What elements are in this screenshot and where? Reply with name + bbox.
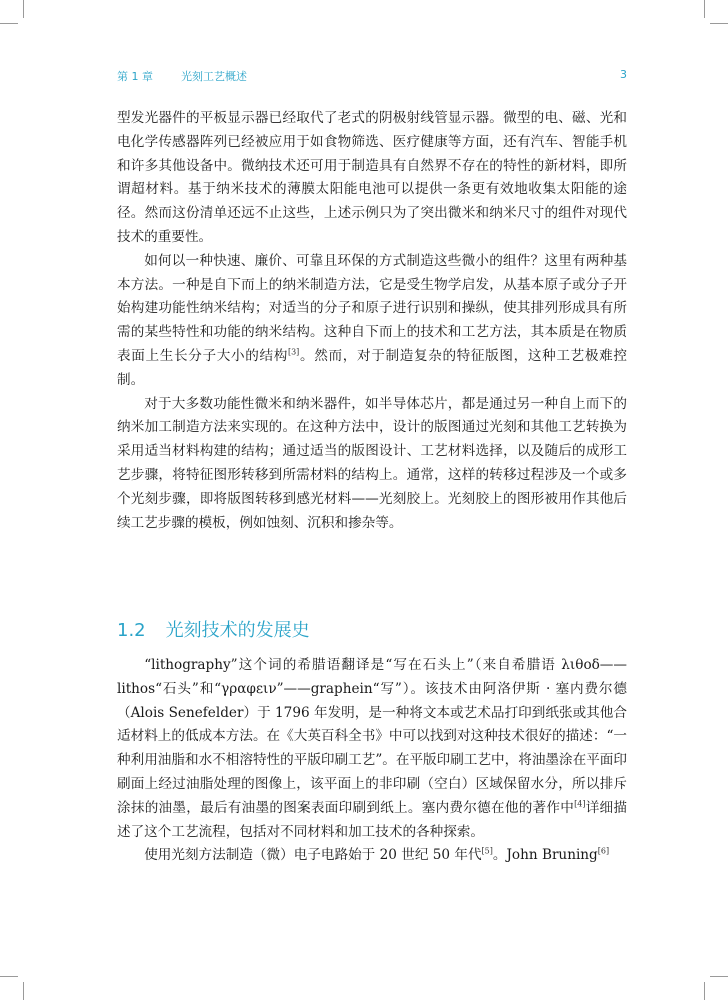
chapter-title: 光刻工艺概述 (181, 70, 247, 83)
paragraph-text: 使用光刻方法制造（微）电子电路始于 20 世纪 50 年代 (144, 847, 482, 864)
citation: [4] (574, 799, 586, 809)
crop-mark (0, 976, 18, 977)
running-header (117, 68, 627, 84)
paragraph (117, 844, 627, 868)
citation: [6] (597, 846, 610, 856)
section-title: 光刻技术的发展史 (165, 620, 310, 641)
paragraph-text: 。John Bruning (492, 847, 598, 864)
paragraph (117, 250, 627, 393)
body-text-top (117, 107, 627, 535)
chapter-label: 第 1 章 (117, 70, 153, 83)
paragraph-text: 如何以一种快速、廉价、可靠且环保的方式制造这些微小的组件？这里有两种基本方法。一种是自下而上的纳米制造方法，它是受生物学启发，从基本原子或分子开始构建功能性纳米结构；对适当的分子和原子进行识别和操纵，使其排列形成具有所需的某些特性和功能的纳米结构。这种自下而上的技术和工艺方法，其本质是在物质表面上生长分子大小的结构 (117, 252, 627, 364)
paragraph (117, 654, 627, 844)
paragraph-text: 详细描述了这个工艺流程，包括对不同材料和加工技术的各种探索。 (117, 799, 628, 840)
paragraph-text: 。然而，对于制造复杂的特征版图，这种工艺极难控制。 (117, 347, 627, 388)
crop-mark (710, 976, 728, 977)
crop-mark (23, 0, 24, 18)
paragraph-text: 对于大多数功能性微米和纳米器件，如半导体芯片，都是通过另一种自上而下的纳米加工制造方法来实现的。在这种方法中，设计的版图通过光刻和其他工艺转换为采用适当材料构建的结构；通过适当的版图设计、工艺材料选择，以及随后的成形工艺步骤，将特征图形转移到所需材料的结构上。通常，这样的转移过程涉及一个或多个光刻步骤，即将版图转移到感光材料——光刻胶上。光刻胶上的图形被用作其他后续工艺步骤的模板，例如蚀刻、沉积和掺杂等。 (117, 395, 627, 531)
paragraph (117, 393, 627, 536)
citation: [5] (481, 846, 493, 856)
page-number: 3 (620, 68, 627, 81)
crop-mark (704, 0, 705, 18)
paragraph (117, 107, 627, 250)
crop-mark (710, 23, 728, 24)
body-text-bottom (117, 654, 627, 868)
crop-mark (0, 23, 18, 24)
section-number: 1.2 (117, 620, 146, 641)
paragraph-text: “lithography”这个词的希腊语翻译是“写在石头上”（来自希腊语 λιθοδ——lithos“石头”和“γραφειν”——graphein“写”）。该技术由阿洛伊斯 · 塞内费尔德（Alois Senefelder）于 1796 年发明，是一种将文本或艺术品打印到纸张或其他合适材料上的低成本方法。在《大英百科全书》中可以找到对这种技术很好的描述：“一种利用油脂和水不相溶特性的平版印刷工艺”。在平版印刷工艺中，将油墨涂在平面印刷面上经过油脂处理的图像上，该平面上的非印刷（空白）区域保留水分，所以排斥涂抹的油墨，最后有油墨的图案表面印刷到纸上。塞内费尔德在他的著作中 (117, 657, 627, 816)
crop-mark (23, 982, 24, 1000)
citation: [3] (287, 347, 300, 357)
section-heading (117, 616, 310, 642)
paragraph-text: 型发光器件的平板显示器已经取代了老式的阴极射线管显示器。微型的电、磁、光和电化学传感器阵列已经被应用于如食物筛选、医疗健康等方面，还有汽车、智能手机和许多其他设备中。微纳技术还可用于制造具有自然界不存在的特性的新材料，即所谓超材料。基于纳米技术的薄膜太阳能电池可以提供一条更有效地收集太阳能的途径。然而这份清单还远不止这些，上述示例只为了突出微米和纳米尺寸的组件对现代技术的重要性。 (117, 110, 627, 245)
crop-mark (704, 982, 705, 1000)
